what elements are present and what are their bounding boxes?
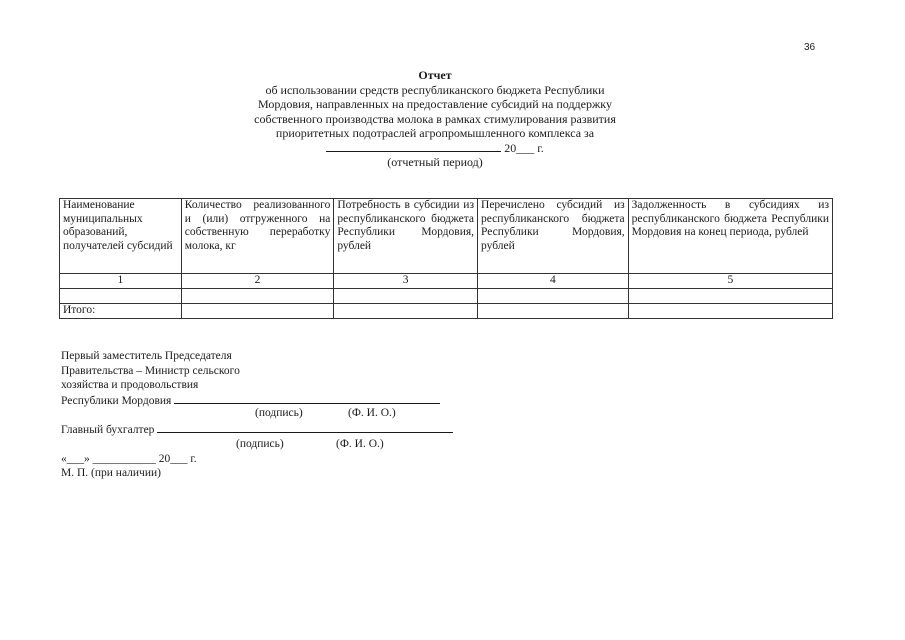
column-number: 5 bbox=[628, 274, 832, 289]
table-cell[interactable] bbox=[478, 304, 629, 319]
header-cell: Количество реализованного и (или) отгруженного на собственную переработку молока, кг bbox=[181, 199, 334, 274]
stamp-note: М. П. (при наличии) bbox=[61, 467, 161, 479]
period-year: 20___ г. bbox=[504, 140, 544, 155]
deputy-title-line: Республики Мордовия bbox=[61, 394, 172, 407]
report-title: Отчет bbox=[418, 68, 452, 82]
column-number: 1 bbox=[60, 274, 182, 289]
deputy-signature-hint: (подпись) bbox=[255, 407, 303, 419]
total-row bbox=[60, 304, 833, 319]
table-header-row bbox=[60, 199, 833, 274]
table-cell[interactable] bbox=[181, 289, 334, 304]
total-label: Итого: bbox=[60, 304, 182, 319]
deputy-title-line: Первый заместитель Председателя bbox=[61, 350, 232, 362]
accountant-name-hint: (Ф. И. О.) bbox=[336, 438, 384, 450]
column-number: 3 bbox=[334, 274, 478, 289]
table-row bbox=[60, 289, 833, 304]
accountant-signature-hint: (подпись) bbox=[236, 438, 284, 450]
table-cell[interactable] bbox=[334, 304, 478, 319]
accountant-signature-line bbox=[61, 422, 453, 438]
table-cell[interactable] bbox=[628, 304, 832, 319]
period-line bbox=[326, 141, 544, 156]
table-cell[interactable] bbox=[60, 289, 182, 304]
header-cell: Потребность в субсидии из республиканского бюджета Республики Мордовия, рублей bbox=[334, 199, 478, 274]
period-blank[interactable] bbox=[326, 141, 501, 152]
deputy-signature-line bbox=[61, 393, 453, 409]
table-cell[interactable] bbox=[334, 289, 478, 304]
deputy-signature-field[interactable] bbox=[174, 393, 440, 404]
deputy-title-line: Правительства – Министр сельского bbox=[61, 364, 240, 377]
date-line[interactable]: «___» ___________ 20___ г. bbox=[61, 452, 197, 465]
column-number-row bbox=[60, 274, 833, 289]
table-cell[interactable] bbox=[181, 304, 334, 319]
header-cell: Перечислено субсидий из республиканского бюджета Республики Мордовия, рублей bbox=[478, 199, 629, 274]
page-number: 36 bbox=[804, 42, 816, 53]
period-caption: (отчетный период) bbox=[387, 155, 483, 169]
column-number: 4 bbox=[478, 274, 629, 289]
subtitle-line: приоритетных подотраслей агропромышленного комплекса за bbox=[275, 126, 595, 140]
header-cell: Задолженность в субсидиях из республиканского бюджета Республики Мордовия на конец периода, рублей bbox=[628, 199, 832, 274]
header-cell: Наименование муниципальных образований, получателей субсидий bbox=[60, 199, 182, 274]
table-cell[interactable] bbox=[628, 289, 832, 304]
subtitle-line: Мордовия, направленных на предоставление субсидий на поддержку bbox=[258, 97, 612, 111]
report-table bbox=[59, 198, 833, 319]
deputy-name-hint: (Ф. И. О.) bbox=[348, 407, 396, 419]
table-cell[interactable] bbox=[478, 289, 629, 304]
report-title-block bbox=[230, 68, 640, 170]
deputy-title-line: хозяйства и продовольствия bbox=[61, 379, 199, 391]
subtitle-line: об использовании средств республиканского бюджета Республики bbox=[265, 82, 605, 97]
accountant-signature-field[interactable] bbox=[157, 422, 453, 433]
subtitle-line: собственного производства молока в рамках стимулирования развития bbox=[254, 111, 616, 126]
accountant-label: Главный бухгалтер bbox=[61, 424, 155, 436]
column-number: 2 bbox=[181, 274, 334, 289]
